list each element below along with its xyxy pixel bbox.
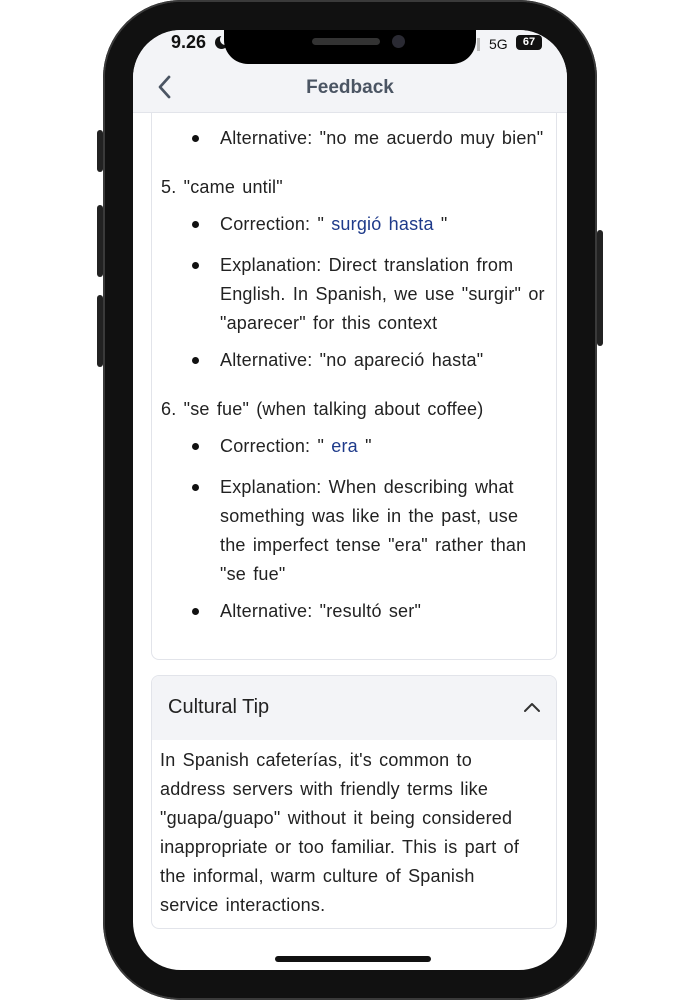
bullet bbox=[192, 484, 199, 491]
front-camera bbox=[392, 35, 405, 48]
explanation-line: Explanation: Direct translation from bbox=[220, 255, 514, 275]
alternative-text: Alternative: "no me acuerdo muy bien" bbox=[220, 128, 544, 148]
cultural-tip-line: address servers with friendly terms like bbox=[160, 779, 489, 799]
correction-text: Correction: " surgió hasta " bbox=[220, 214, 448, 234]
correction-text: Correction: " era " bbox=[220, 436, 372, 456]
cultural-tip-line: "guapa/guapo" without it being considered bbox=[160, 808, 513, 828]
correction-value: era bbox=[331, 436, 358, 456]
cultural-tip-title: Cultural Tip bbox=[168, 696, 270, 718]
list-item-title: 5. "came until" bbox=[161, 177, 283, 197]
bullet bbox=[192, 135, 199, 142]
battery-icon: 67 bbox=[516, 35, 542, 50]
cultural-tip-card bbox=[151, 675, 557, 929]
power-button bbox=[597, 230, 603, 346]
speaker bbox=[312, 38, 380, 45]
signal-icon bbox=[477, 38, 480, 51]
explanation-line: the imperfect tense "era" rather than bbox=[220, 535, 527, 555]
chevron-up-icon[interactable] bbox=[522, 700, 542, 714]
phone-screen bbox=[133, 30, 567, 970]
network-label: 5G bbox=[489, 36, 508, 52]
corrections-card bbox=[151, 113, 557, 660]
home-indicator[interactable] bbox=[275, 956, 431, 962]
cultural-tip-line: the informal, warm culture of Spanish bbox=[160, 866, 475, 886]
cultural-tip-line: service interactions. bbox=[160, 895, 326, 915]
correction-value: surgió hasta bbox=[331, 214, 434, 234]
bullet bbox=[192, 262, 199, 269]
explanation-line: English. In Spanish, we use "surgir" or bbox=[220, 284, 545, 304]
feedback-scroll[interactable] bbox=[133, 113, 567, 970]
nav-bar bbox=[133, 62, 567, 113]
explanation-line: "aparecer" for this context bbox=[220, 313, 438, 333]
alternative-text: Alternative: "resultó ser" bbox=[220, 601, 422, 621]
bullet bbox=[192, 443, 199, 450]
page-title: Feedback bbox=[306, 77, 394, 98]
cultural-tip-line: In Spanish cafeterías, it's common to bbox=[160, 750, 472, 770]
explanation-line: Explanation: When describing what bbox=[220, 477, 514, 497]
notch bbox=[224, 30, 476, 64]
status-time: 9.26 bbox=[171, 32, 207, 52]
cultural-tip-header[interactable] bbox=[152, 676, 556, 740]
cultural-tip-line: inappropriate or too familiar. This is part of bbox=[160, 837, 520, 857]
alternative-text: Alternative: "no apareció hasta" bbox=[220, 350, 484, 370]
explanation-line: "se fue" bbox=[220, 564, 286, 584]
bullet bbox=[192, 357, 199, 364]
bullet bbox=[192, 608, 199, 615]
list-item-title: 6. "se fue" (when talking about coffee) bbox=[161, 399, 484, 419]
bullet bbox=[192, 221, 199, 228]
explanation-line: something was like in the past, use bbox=[220, 506, 519, 526]
